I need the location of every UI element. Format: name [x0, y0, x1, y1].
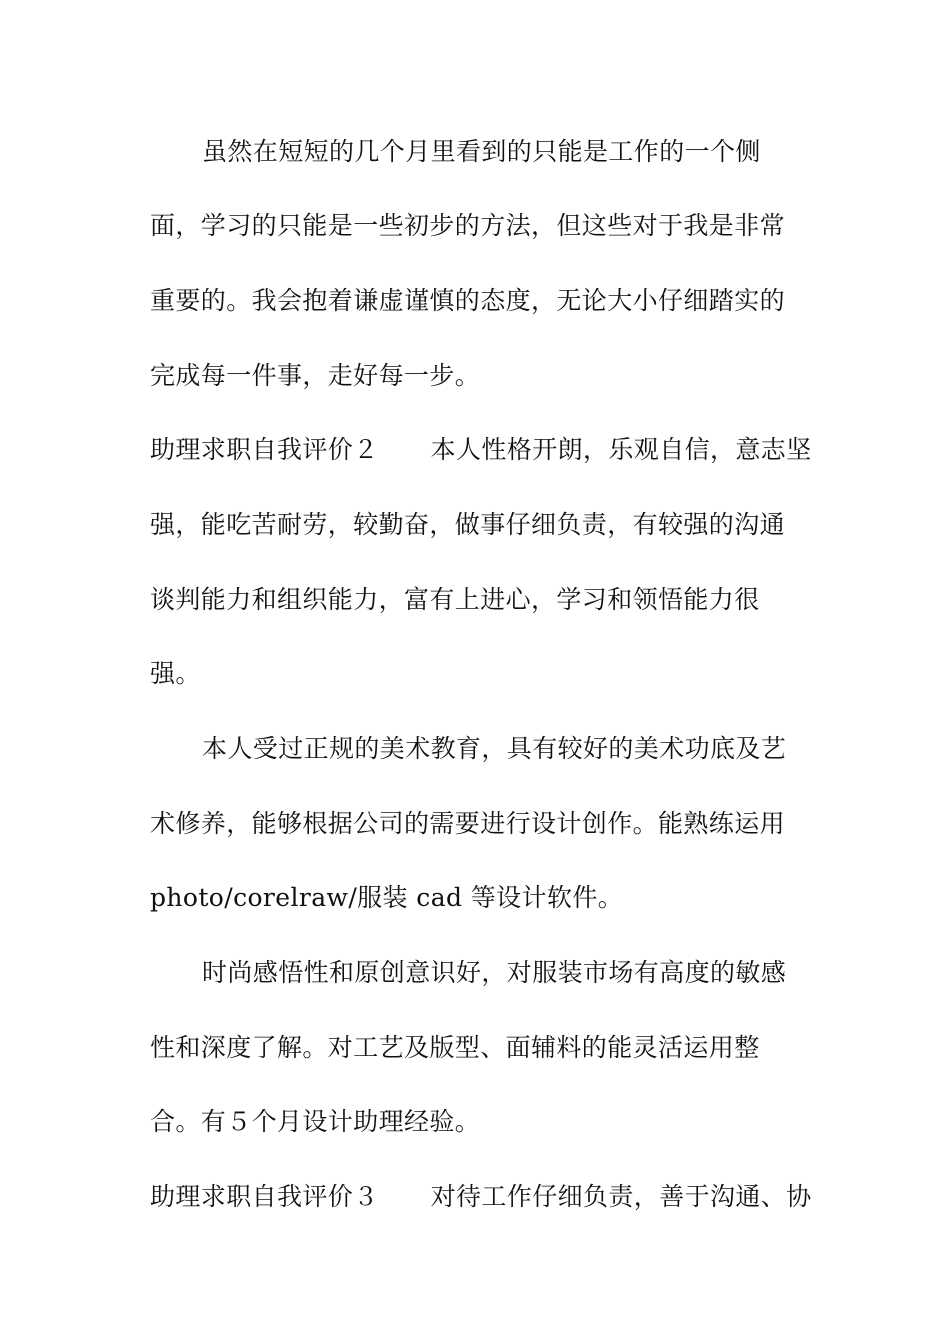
paragraph-text: 本人性格开朗，乐观自信，意志坚: [430, 435, 812, 464]
section-heading: 助理求职自我评价２: [150, 435, 379, 464]
section-heading-line: [150, 1177, 830, 1217]
paragraph-line: 重要的。我会抱着谦虚谨慎的态度，无论大小仔细踏实的: [150, 286, 786, 315]
paragraph-line: 本人受过正规的美术教育，具有较好的美术功底及艺: [202, 734, 787, 763]
paragraph-line: photo/corelraw/服装 cad 等设计软件。: [150, 883, 624, 912]
paragraph-line: 合。有５个月设计助理经验。: [150, 1107, 481, 1136]
paragraph-line: 时尚感悟性和原创意识好，对服装市场有高度的敏感: [202, 958, 787, 987]
paragraph-line: 强。: [150, 659, 201, 688]
paragraph-line: 面，学习的只能是一些初步的方法，但这些对于我是非常: [150, 211, 786, 240]
paragraph-line: 谈判能力和组织能力，富有上进心，学习和领悟能力很: [150, 585, 760, 614]
paragraph-line: 完成每一件事，走好每一步。: [150, 361, 481, 390]
section-heading-line: [150, 430, 830, 470]
paragraph-line: 性和深度了解。对工艺及版型、面辅料的能灵活运用整: [150, 1033, 760, 1062]
paragraph-line: 虽然在短短的几个月里看到的只能是工作的一个侧: [202, 137, 761, 166]
section-heading: 助理求职自我评价３: [150, 1182, 379, 1211]
paragraph-line: 术修养，能够根据公司的需要进行设计创作。能熟练运用: [150, 809, 786, 838]
paragraph-text: 对待工作仔细负责，善于沟通、协: [430, 1182, 812, 1211]
paragraph-line: 强，能吃苦耐劳，较勤奋，做事仔细负责，有较强的沟通: [150, 510, 786, 539]
